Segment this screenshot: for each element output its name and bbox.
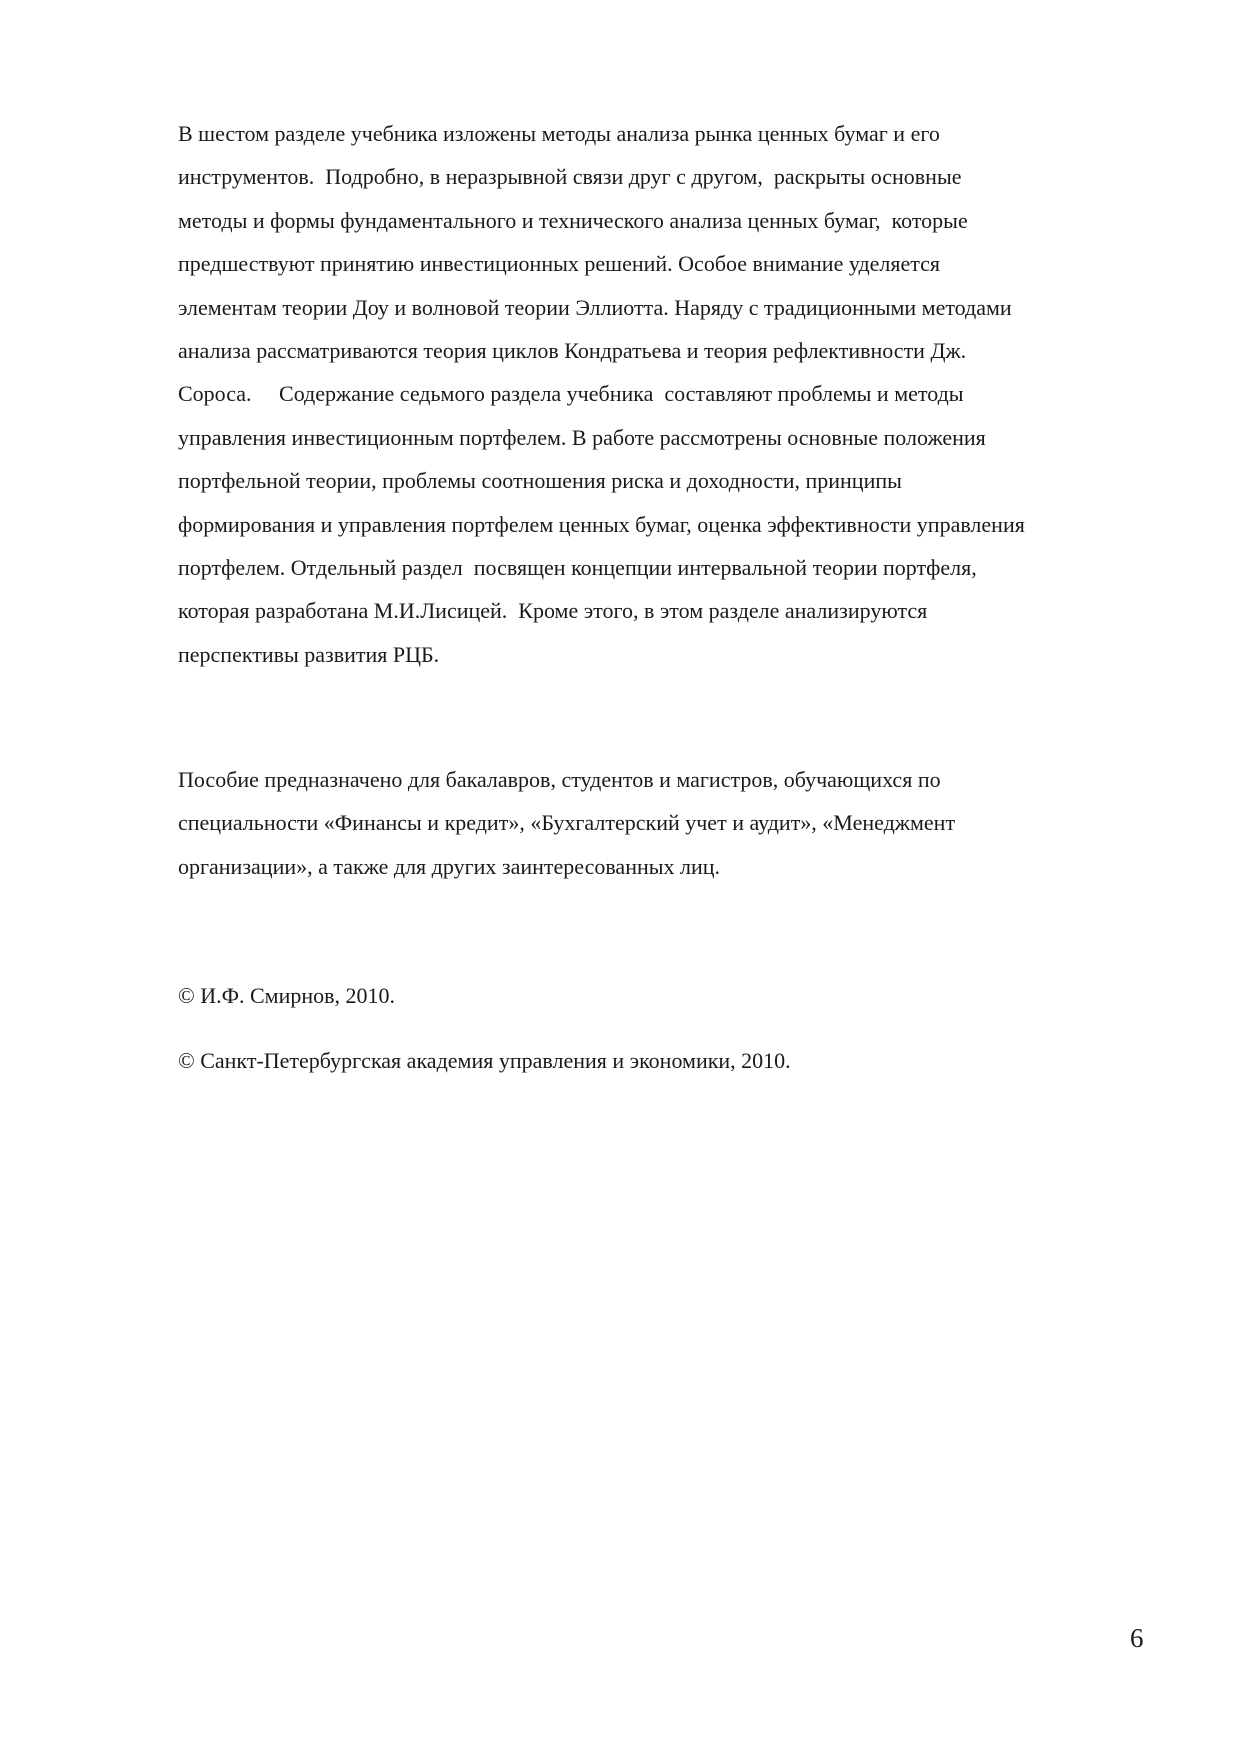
copyright-publisher-text: © Санкт-Петербургская академия управления и экономики, 2010. — [178, 1048, 791, 1073]
text-line: Пособие предназначено для бакалавров, студентов и магистров, обучающихся по — [178, 767, 941, 792]
text-line: портфельной теории, проблемы соотношения риска и доходности, принципы — [178, 468, 902, 494]
text-line: Сороса. Содержание седьмого раздела учебника составляют проблемы и методы — [178, 381, 964, 407]
paragraph-audience — [178, 758, 1178, 888]
text-line: инструментов. Подробно, в неразрывной связи друг с другом, раскрыты основные — [178, 164, 962, 190]
text-line: предшествуют принятию инвестиционных решений. Особое внимание уделяется — [178, 251, 941, 277]
text-line: перспективы развития РЦБ. — [178, 641, 440, 667]
text-line: методы и формы фундаментального и технического анализа ценных бумаг, которые — [178, 207, 968, 233]
text-line: управления инвестиционным портфелем. В работе рассмотрены основные положения — [178, 424, 986, 450]
text-line: анализа рассматриваются теория циклов Кондратьева и теория рефлективности Дж. — [178, 338, 967, 364]
text-line: портфелем. Отдельный раздел посвящен концепции интервальной теории портфеля, — [178, 555, 977, 581]
text-line: В шестом разделе учебника изложены методы анализа рынка ценных бумаг и его — [178, 121, 940, 146]
paragraph-sections-summary — [178, 112, 1178, 676]
text-line: формирования и управления портфелем ценных бумаг, оценка эффективности управления — [178, 511, 1025, 537]
text-line: специальности «Финансы и кредит», «Бухгалтерский учет и аудит», «Менеджмент — [178, 810, 956, 836]
copyright-author — [178, 974, 1178, 1017]
page-number: 6 — [1130, 1623, 1144, 1653]
text-line: которая разработана М.И.Лисицей. Кроме этого, в этом разделе анализируются — [178, 598, 928, 624]
copyright-author-text: © И.Ф. Смирнов, 2010. — [178, 983, 396, 1008]
text-line: элементам теории Доу и волновой теории Эллиотта. Наряду с традиционными методами — [178, 294, 1012, 320]
text-line: организации», а также для других заинтересованных лиц. — [178, 853, 721, 879]
copyright-publisher — [178, 1039, 1178, 1082]
